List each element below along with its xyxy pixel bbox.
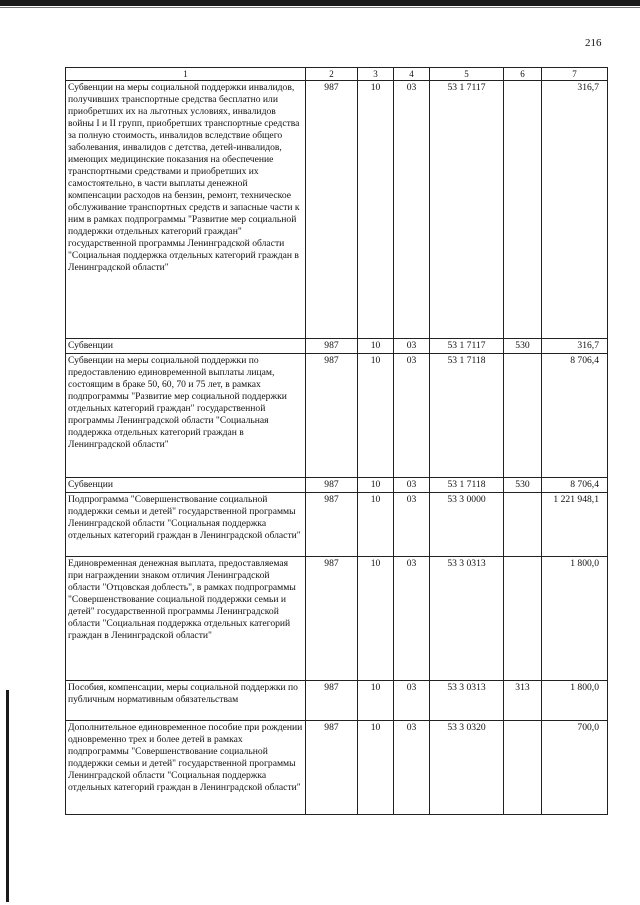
cell-amount: 316,7	[542, 339, 608, 354]
column-number-6: 6	[504, 68, 542, 81]
cell-subsection: 03	[394, 721, 430, 815]
table-row	[66, 681, 608, 721]
cell-subsection: 03	[394, 557, 430, 681]
cell-ministry-code: 987	[306, 339, 358, 354]
column-number-7: 7	[542, 68, 608, 81]
cell-section: 10	[358, 354, 394, 478]
cell-amount: 1 800,0	[542, 681, 608, 721]
cell-target-article: 53 1 7118	[430, 478, 504, 493]
cell-subsection: 03	[394, 681, 430, 721]
cell-subsection: 03	[394, 493, 430, 557]
cell-target-article: 53 1 7117	[430, 339, 504, 354]
cell-expense-type	[504, 721, 542, 815]
cell-section: 10	[358, 81, 394, 339]
table-row	[66, 81, 608, 339]
cell-amount: 8 706,4	[542, 354, 608, 478]
table-row	[66, 339, 608, 354]
cell-ministry-code: 987	[306, 478, 358, 493]
cell-target-article: 53 1 7117	[430, 81, 504, 339]
page-number: 216	[585, 37, 602, 49]
cell-subsection: 03	[394, 354, 430, 478]
cell-ministry-code: 987	[306, 354, 358, 478]
table-header-row	[66, 68, 608, 81]
row-description: Дополнительное единовременное пособие при рождении одновременно трех и более детей в рамках подпрограммы "Совершенствование социальной поддержки семьи и детей" государственной программы Ленинградской области "Социальная поддержка отдельных категорий граждан в Ленинградской области"	[66, 721, 306, 815]
cell-amount: 316,7	[542, 81, 608, 339]
row-description: Единовременная денежная выплата, предоставляемая при награждении знаком отличия Ленинградской области "Отцовская доблесть", в рамках подпрограммы "Совершенствование социальной поддержки семьи и детей" государственной программы Ленинградской области "Социальная поддержка отдельных категорий граждан в Ленинградской области"	[66, 557, 306, 681]
cell-ministry-code: 987	[306, 557, 358, 681]
cell-target-article: 53 3 0320	[430, 721, 504, 815]
column-number-5: 5	[430, 68, 504, 81]
table-row	[66, 721, 608, 815]
cell-amount: 700,0	[542, 721, 608, 815]
table-row	[66, 478, 608, 493]
row-description: Субвенции	[66, 339, 306, 354]
cell-amount: 1 221 948,1	[542, 493, 608, 557]
scan-left-edge-mark	[6, 690, 9, 902]
cell-ministry-code: 987	[306, 721, 358, 815]
cell-ministry-code: 987	[306, 81, 358, 339]
cell-target-article: 53 3 0000	[430, 493, 504, 557]
cell-expense-type	[504, 354, 542, 478]
column-number-4: 4	[394, 68, 430, 81]
row-description: Пособия, компенсации, меры социальной поддержки по публичным нормативным обязательствам	[66, 681, 306, 721]
cell-section: 10	[358, 681, 394, 721]
cell-expense-type: 313	[504, 681, 542, 721]
cell-subsection: 03	[394, 339, 430, 354]
cell-section: 10	[358, 721, 394, 815]
row-description: Субвенции на меры социальной поддержки инвалидов, получивших транспортные средства бесплатно или приобретших их на льготных условиях, инвалидов войны I и II групп, приобретших транспортные средства за полную стоимость, инвалидов вследствие общего заболевания, инвалидов с детства, детей-инвалидов, имеющих медицинские показания на обеспечение транспортными средствами и приобретших их самостоятельно, в части выплаты денежной компенсации расходов на бензин, ремонт, техническое обслуживание транспортных средств и запасные части к ним в рамках подпрограммы "Развитие мер социальной поддержки отдельных категорий граждан" государственной программы Ленинградской области "Социальная поддержка отдельных категорий граждан в Ленинградской области"	[66, 81, 306, 339]
column-number-1: 1	[66, 68, 306, 81]
cell-expense-type	[504, 81, 542, 339]
cell-amount: 8 706,4	[542, 478, 608, 493]
scan-top-border-line	[0, 7, 640, 8]
cell-amount: 1 800,0	[542, 557, 608, 681]
column-number-3: 3	[358, 68, 394, 81]
row-description: Субвенции	[66, 478, 306, 493]
cell-target-article: 53 3 0313	[430, 557, 504, 681]
cell-section: 10	[358, 478, 394, 493]
table-row	[66, 493, 608, 557]
cell-target-article: 53 1 7118	[430, 354, 504, 478]
cell-expense-type	[504, 557, 542, 681]
cell-expense-type: 530	[504, 478, 542, 493]
cell-section: 10	[358, 557, 394, 681]
cell-ministry-code: 987	[306, 681, 358, 721]
row-description: Субвенции на меры социальной поддержки по предоставлению единовременной выплаты лицам, состоящим в браке 50, 60, 70 и 75 лет, в рамках подпрограммы "Развитие мер социальной поддержки отдельных категорий граждан" государственной программы Ленинградской области "Социальная поддержка отдельных категорий граждан в Ленинградской области"	[66, 354, 306, 478]
cell-section: 10	[358, 339, 394, 354]
row-description: Подпрограмма "Совершенствование социальной поддержки семьи и детей" государственной программы Ленинградской области "Социальная поддержка отдельных категорий граждан в Ленинградской области"	[66, 493, 306, 557]
cell-ministry-code: 987	[306, 493, 358, 557]
cell-subsection: 03	[394, 81, 430, 339]
budget-table	[65, 67, 608, 815]
cell-expense-type	[504, 493, 542, 557]
cell-target-article: 53 3 0313	[430, 681, 504, 721]
cell-section: 10	[358, 493, 394, 557]
cell-subsection: 03	[394, 478, 430, 493]
cell-expense-type: 530	[504, 339, 542, 354]
column-number-2: 2	[306, 68, 358, 81]
table-row	[66, 354, 608, 478]
table-row	[66, 557, 608, 681]
scan-top-border	[0, 0, 640, 6]
